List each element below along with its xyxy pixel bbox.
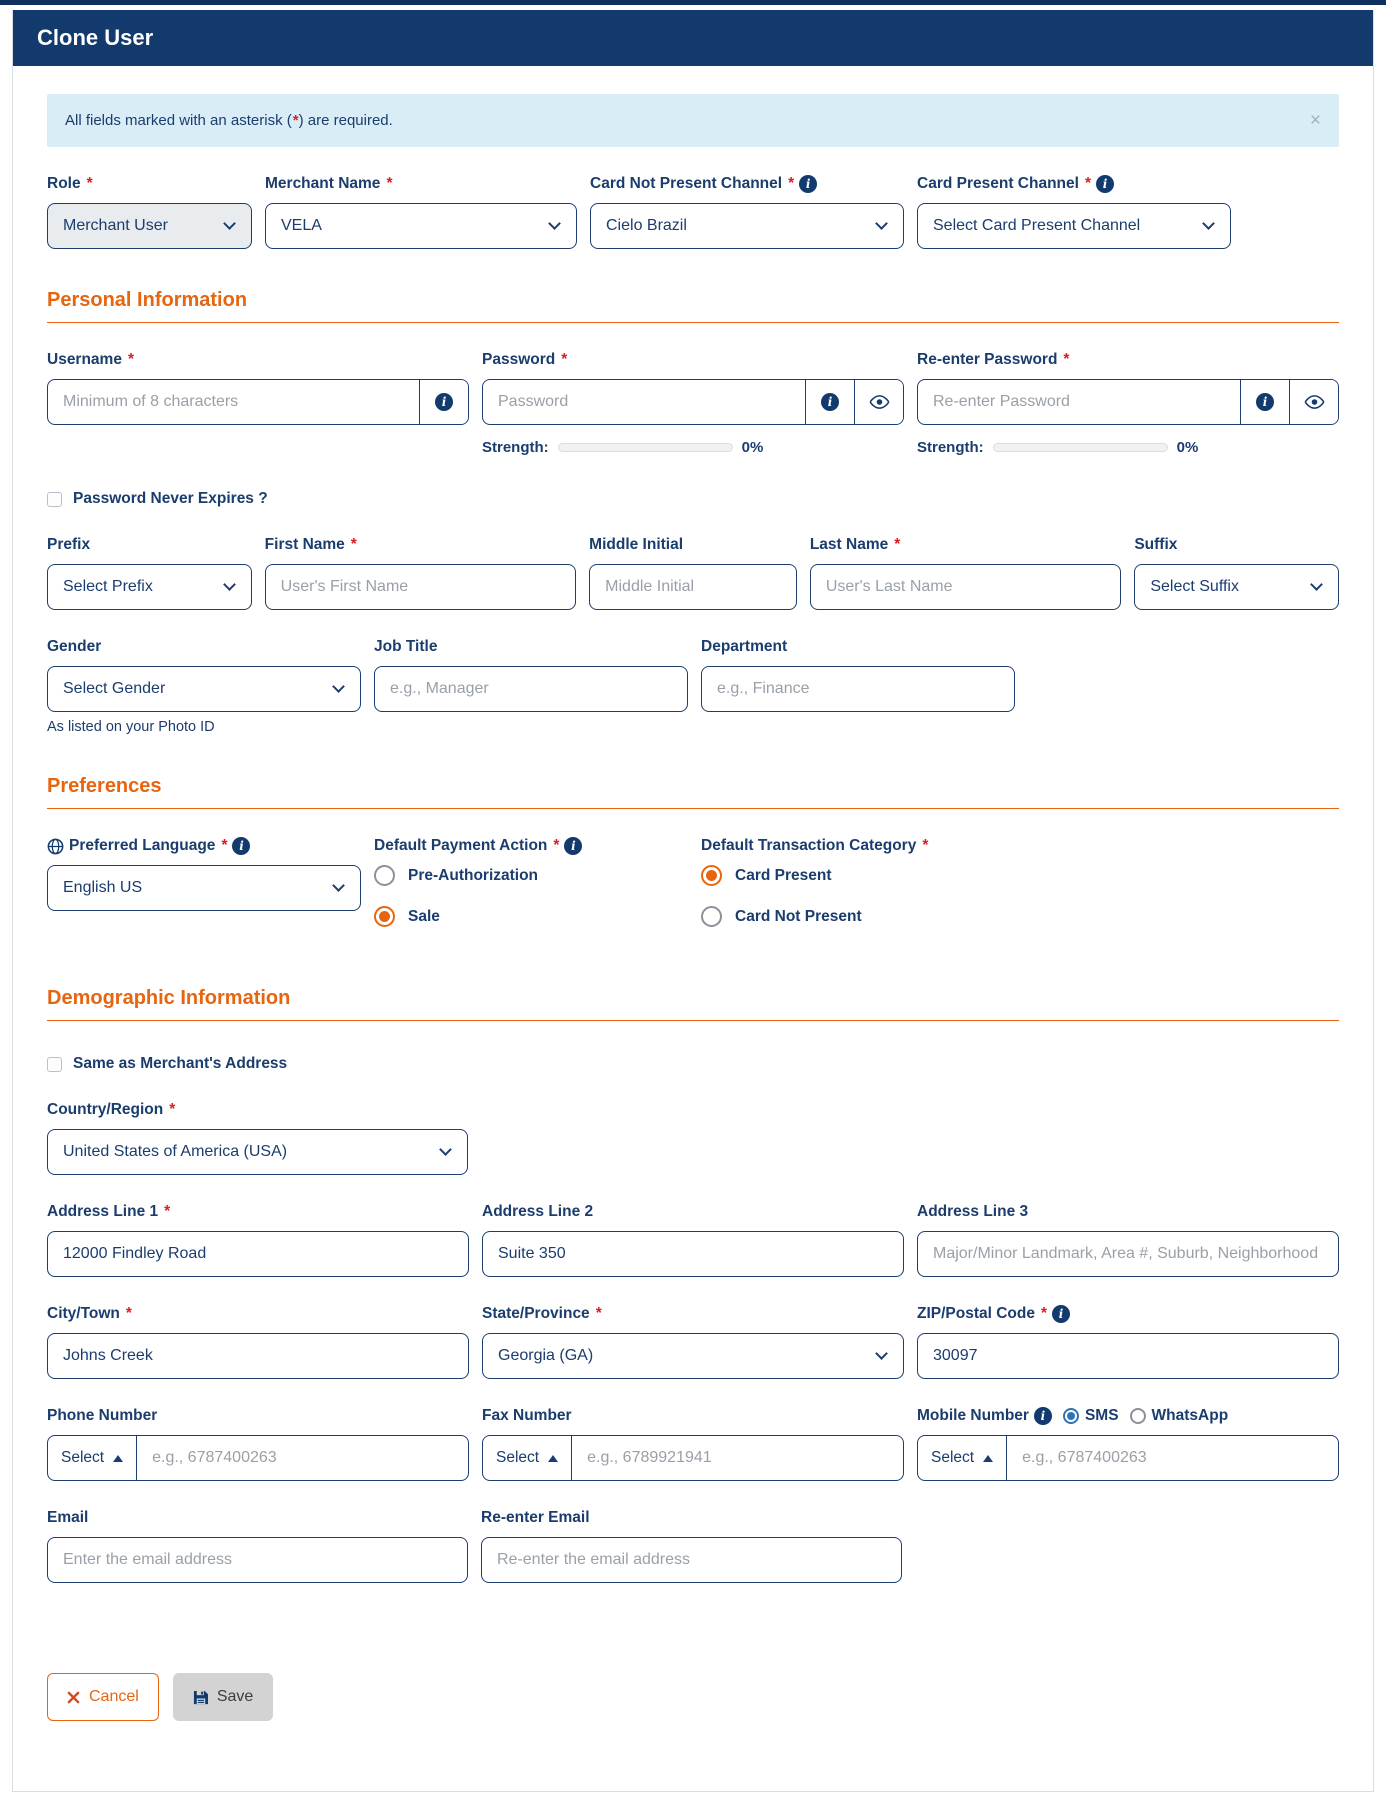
email-label: Email: [47, 1509, 89, 1526]
info-icon[interactable]: i: [564, 837, 582, 855]
middle-initial-label: Middle Initial: [589, 536, 684, 553]
gender-select[interactable]: Select Gender: [47, 666, 361, 712]
reenter-password-label: Re-enter Password *: [917, 351, 1070, 368]
country-region-label: Country/Region *: [47, 1101, 176, 1118]
chevron-down-icon: [548, 217, 561, 230]
page-title: Clone User: [37, 25, 154, 50]
preferred-language-label: Preferred Language * i: [47, 837, 361, 855]
radio-card-present[interactable]: Card Present: [701, 865, 1015, 886]
first-name-label: First Name *: [264, 536, 357, 553]
info-icon: i: [821, 393, 839, 411]
info-icon[interactable]: i: [232, 837, 250, 855]
close-icon[interactable]: ×: [1309, 110, 1321, 131]
caret-up-icon: [113, 1455, 123, 1462]
password-info-addon[interactable]: [805, 380, 854, 424]
state-province-select[interactable]: Georgia (GA): [482, 1333, 904, 1379]
reenter-password-strength: Strength: 0%: [917, 439, 1199, 456]
suffix-label: Suffix: [1134, 536, 1178, 553]
strength-percent: 0%: [1176, 439, 1199, 456]
fax-country-code-select[interactable]: Select: [483, 1436, 572, 1480]
last-name-input[interactable]: [810, 564, 1122, 610]
strength-bar: [993, 443, 1168, 452]
radio-sms[interactable]: SMS: [1063, 1407, 1119, 1425]
chevron-down-icon: [1310, 578, 1323, 591]
info-icon[interactable]: i: [1052, 1305, 1070, 1323]
reenter-email-input[interactable]: [481, 1537, 902, 1583]
chevron-down-icon: [439, 1143, 452, 1156]
personal-information-heading: Personal Information: [47, 289, 1339, 323]
radio-icon: [701, 906, 722, 927]
default-payment-action-label: Default Payment Action * i: [374, 837, 688, 855]
prefix-label: Prefix: [47, 536, 91, 553]
cancel-button[interactable]: Cancel: [47, 1673, 159, 1721]
address-line3-input[interactable]: [917, 1231, 1339, 1277]
password-input[interactable]: [483, 380, 805, 424]
preferences-heading: Preferences: [47, 775, 1339, 809]
caret-up-icon: [983, 1455, 993, 1462]
password-strength: Strength: 0%: [482, 439, 764, 456]
strength-percent: 0%: [741, 439, 764, 456]
role-label: Role *: [47, 175, 93, 192]
suffix-select[interactable]: Select Suffix: [1134, 564, 1339, 610]
merchant-name-select[interactable]: VELA: [265, 203, 577, 249]
mobile-number-label: Mobile Number i SMS WhatsApp: [917, 1407, 1229, 1424]
eye-icon: [1304, 394, 1325, 410]
email-input[interactable]: [47, 1537, 468, 1583]
default-transaction-category-label: Default Transaction Category *: [701, 837, 929, 854]
username-label: Username *: [47, 351, 135, 368]
password-eye-addon[interactable]: [854, 380, 903, 424]
fax-number-input[interactable]: [572, 1436, 903, 1480]
checkbox-box: [47, 492, 62, 507]
address-line3-label: Address Line 3: [917, 1203, 1029, 1220]
department-label: Department: [701, 638, 788, 655]
chevron-down-icon: [223, 217, 236, 230]
password-never-expires-checkbox[interactable]: Password Never Expires ?: [47, 490, 1339, 508]
same-as-merchant-address-checkbox[interactable]: Same as Merchant's Address: [47, 1055, 1339, 1073]
cnp-channel-label: Card Not Present Channel * i: [590, 175, 904, 193]
radio-icon: [374, 865, 395, 886]
radio-whatsapp[interactable]: WhatsApp: [1130, 1407, 1229, 1425]
zip-postal-code-input[interactable]: [917, 1333, 1339, 1379]
phone-number-input[interactable]: [137, 1436, 468, 1480]
phone-country-code-select[interactable]: Select: [48, 1436, 137, 1480]
info-icon: i: [1256, 393, 1274, 411]
job-title-input[interactable]: [374, 666, 688, 712]
reenter-password-input[interactable]: [918, 380, 1240, 424]
address-line2-label: Address Line 2: [482, 1203, 594, 1220]
username-input[interactable]: [48, 380, 419, 424]
department-input[interactable]: [701, 666, 1015, 712]
phone-number-label: Phone Number: [47, 1407, 158, 1424]
zip-postal-code-label: ZIP/Postal Code * i: [917, 1305, 1339, 1323]
gender-label: Gender: [47, 638, 102, 655]
chevron-down-icon: [875, 1347, 888, 1360]
job-title-label: Job Title: [374, 638, 438, 655]
save-button[interactable]: Save: [173, 1673, 273, 1721]
required-fields-banner: [47, 94, 1339, 147]
city-town-input[interactable]: [47, 1333, 469, 1379]
strength-bar: [558, 443, 733, 452]
cp-channel-select[interactable]: Select Card Present Channel: [917, 203, 1231, 249]
radio-selected-icon: [374, 906, 395, 927]
preferred-language-select[interactable]: English US: [47, 865, 361, 911]
city-town-label: City/Town *: [47, 1305, 132, 1322]
radio-selected-icon: [1063, 1408, 1079, 1424]
fax-number-label: Fax Number: [482, 1407, 572, 1424]
role-select[interactable]: Merchant User: [47, 203, 252, 249]
chevron-down-icon: [223, 578, 236, 591]
radio-pre-authorization[interactable]: Pre-Authorization: [374, 865, 688, 886]
chevron-down-icon: [332, 879, 345, 892]
x-icon: [67, 1691, 80, 1704]
address-line2-input[interactable]: [482, 1231, 904, 1277]
username-info-addon[interactable]: [419, 380, 468, 424]
password-label: Password *: [482, 351, 568, 368]
cp-channel-label: Card Present Channel * i: [917, 175, 1231, 193]
prefix-select[interactable]: Select Prefix: [47, 564, 252, 610]
cnp-channel-select[interactable]: Cielo Brazil: [590, 203, 904, 249]
country-region-select[interactable]: United States of America (USA): [47, 1129, 468, 1175]
info-icon[interactable]: i: [1096, 175, 1114, 193]
save-floppy-icon: [193, 1690, 208, 1705]
last-name-label: Last Name *: [809, 536, 901, 553]
asterisk: *: [292, 112, 299, 129]
mobile-number-input[interactable]: [1007, 1436, 1338, 1480]
checkbox-box: [47, 1057, 62, 1072]
state-province-label: State/Province *: [482, 1305, 602, 1322]
middle-initial-input[interactable]: [589, 564, 797, 610]
demographic-information-heading: Demographic Information: [47, 987, 1339, 1021]
chevron-down-icon: [875, 217, 888, 230]
gender-note: As listed on your Photo ID: [47, 719, 215, 735]
first-name-input[interactable]: [265, 564, 577, 610]
top-strip: [0, 0, 1386, 5]
mobile-country-code-select[interactable]: Select: [918, 1436, 1007, 1480]
address-line1-input[interactable]: [47, 1231, 469, 1277]
clone-user-card: [12, 10, 1374, 1792]
chevron-down-icon: [1202, 217, 1215, 230]
reenter-password-eye-addon[interactable]: [1289, 380, 1338, 424]
chevron-down-icon: [332, 680, 345, 693]
radio-selected-icon: [701, 865, 722, 886]
info-icon: i: [435, 393, 453, 411]
merchant-name-label: Merchant Name *: [265, 175, 393, 192]
reenter-password-info-addon[interactable]: [1240, 380, 1289, 424]
radio-icon: [1130, 1408, 1146, 1424]
banner-text: All fields marked with an asterisk (*) are required.: [65, 112, 393, 129]
globe-icon: [47, 838, 64, 855]
info-icon[interactable]: i: [1034, 1407, 1052, 1425]
radio-card-not-present[interactable]: Card Not Present: [701, 906, 1015, 927]
info-icon[interactable]: i: [799, 175, 817, 193]
reenter-email-label: Re-enter Email: [481, 1509, 590, 1526]
address-line1-label: Address Line 1 *: [47, 1203, 171, 1220]
eye-icon: [869, 394, 890, 410]
radio-sale[interactable]: Sale: [374, 906, 688, 927]
caret-up-icon: [548, 1455, 558, 1462]
page-header: [13, 10, 1373, 66]
